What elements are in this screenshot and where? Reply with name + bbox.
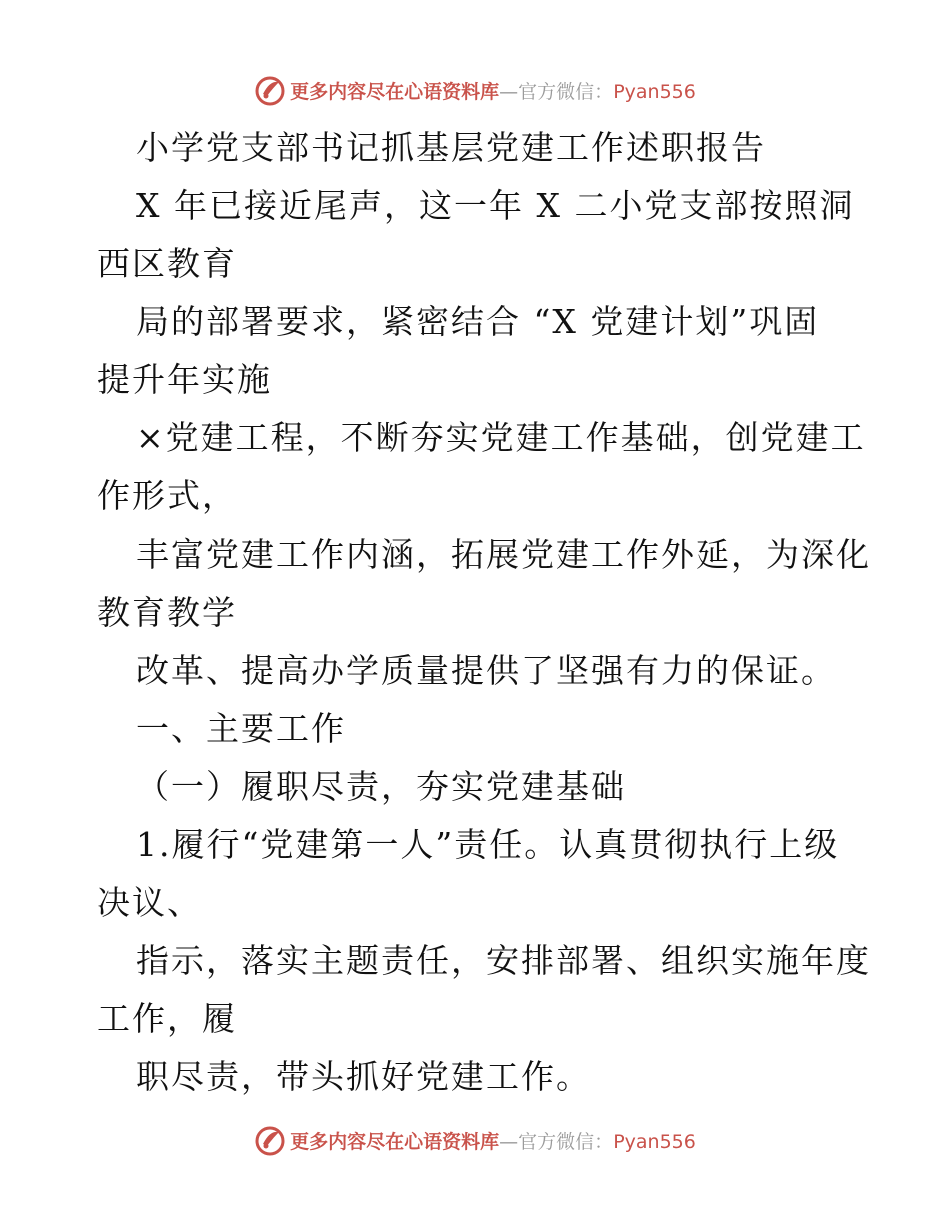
brand-logo-icon — [254, 74, 286, 106]
banner-brand: 更多内容尽在心语资料库 — [290, 1130, 500, 1153]
banner-wechat-label: 官方微信： — [518, 1130, 614, 1153]
paragraph-line: 1.履行“党建第一人”责任。认真贯彻执行上级 — [136, 825, 840, 864]
banner-brand: 更多内容尽在心语资料库 — [290, 80, 500, 103]
footer-banner-text — [290, 1127, 696, 1154]
banner-wechat-handle: Pyan556 — [613, 80, 696, 103]
paragraph-line: ×党建工程，不断夯实党建工作基础，创党建工 — [136, 418, 866, 457]
banner-separator: — — [499, 80, 519, 103]
subsection-heading: （一）履职尽责，夯实党建基础 — [136, 767, 626, 806]
paragraph-line: 提升年实施 — [97, 360, 272, 399]
section-heading: 一、主要工作 — [136, 709, 346, 748]
footer-banner — [0, 1120, 950, 1160]
paragraph-line: 工作，履 — [97, 999, 237, 1038]
document-title: 小学党支部书记抓基层党建工作述职报告 — [136, 128, 766, 167]
paragraph-line: 西区教育 — [97, 244, 237, 283]
banner-wechat-handle: Pyan556 — [613, 1130, 696, 1153]
brand-logo-icon — [254, 1124, 286, 1156]
header-banner-text — [290, 77, 696, 104]
banner-separator: — — [499, 1130, 519, 1153]
paragraph-line: 丰富党建工作内涵，拓展党建工作外延，为深化 — [136, 535, 871, 574]
paragraph-line: 教育教学 — [97, 593, 237, 632]
header-banner — [0, 70, 950, 110]
banner-wechat-label: 官方微信： — [518, 80, 614, 103]
paragraph-line: 指示，落实主题责任，安排部署、组织实施年度 — [136, 941, 871, 980]
paragraph-line: X 年已接近尾声，这一年 X 二小党支部按照洞 — [136, 186, 855, 225]
paragraph-line: 决议、 — [97, 883, 202, 922]
paragraph-line: 局的部署要求，紧密结合 “X 党建计划”巩固 — [136, 302, 820, 341]
paragraph-line: 作形式， — [97, 476, 237, 515]
paragraph-line: 改革、提高办学质量提供了坚强有力的保证。 — [136, 651, 836, 690]
paragraph-line: 职尽责，带头抓好党建工作。 — [136, 1057, 591, 1096]
